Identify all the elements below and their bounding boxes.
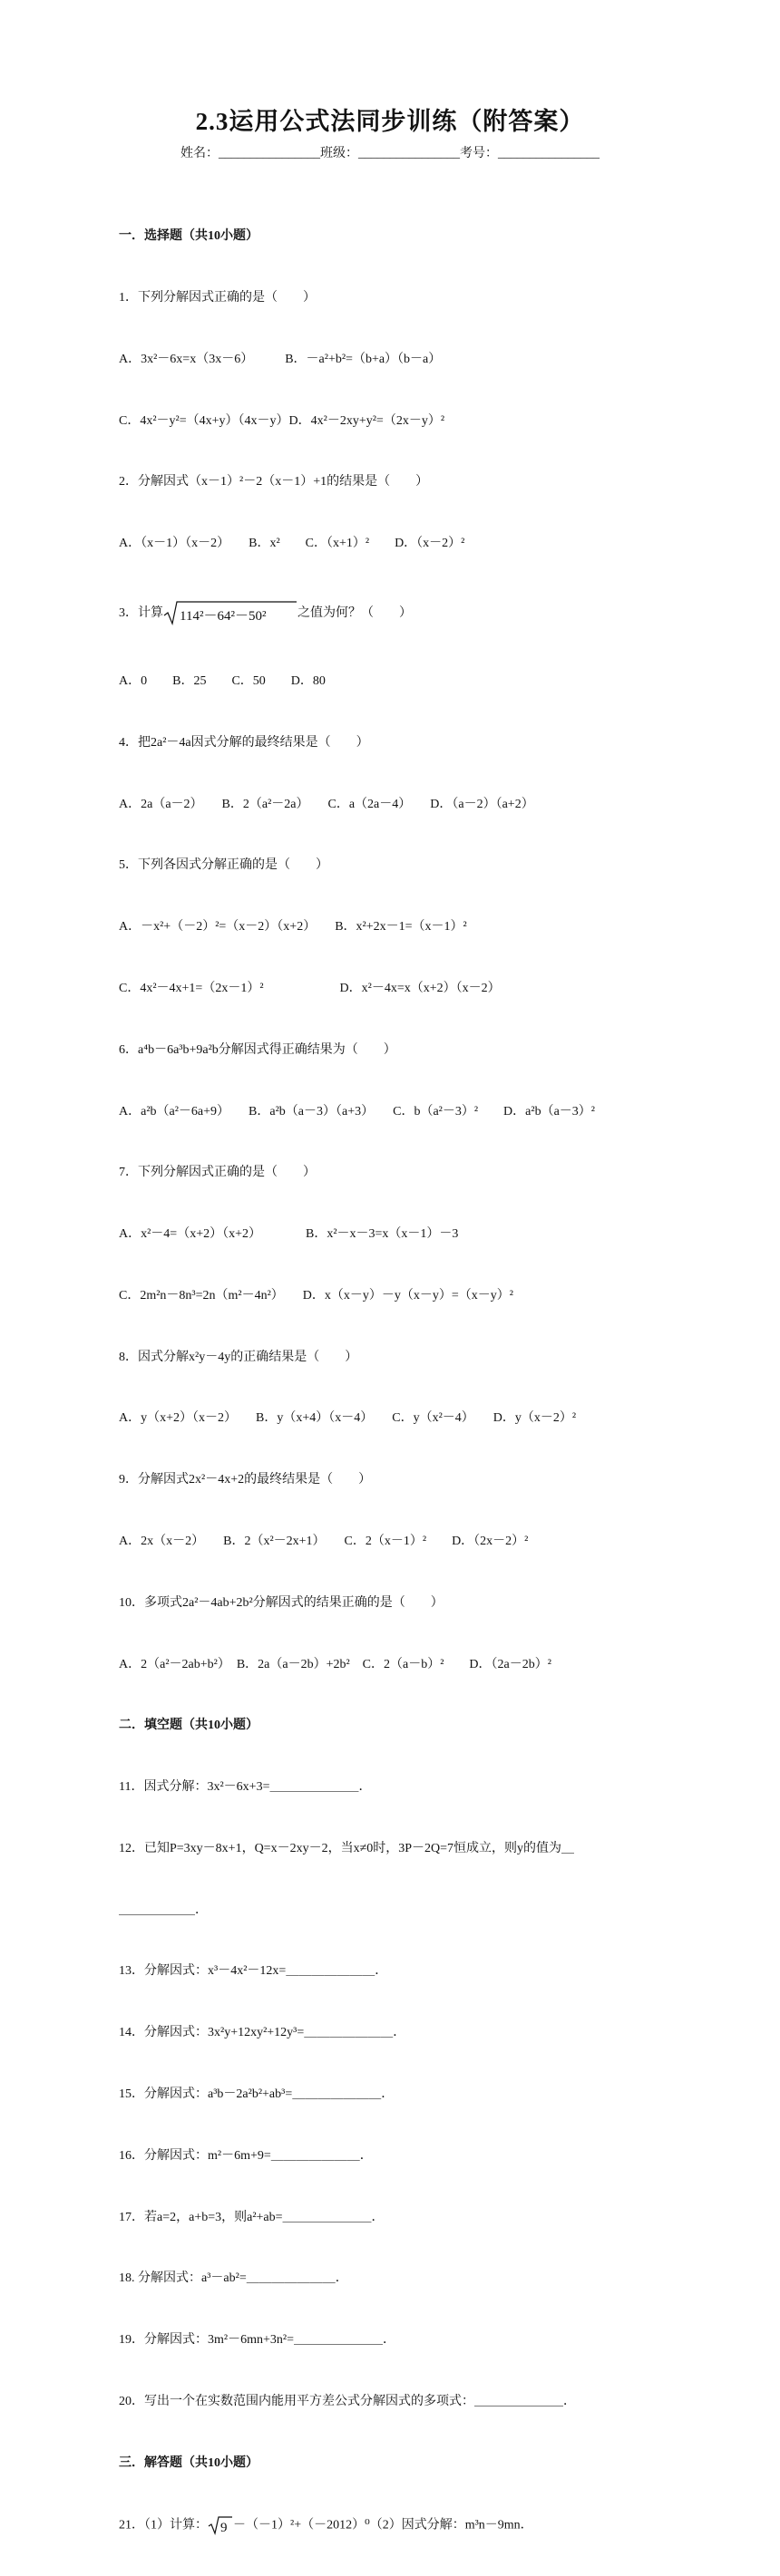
- question-list: [119, 186, 663, 2576]
- question-9-options: A．2x（x－2） B．2（x²－2x+1） C．2（x－1）² D．（2x－2）²: [119, 1535, 529, 1548]
- question-15: 15．分解因式：a³b－2a²b²+ab³=＿＿＿＿＿＿＿．: [119, 2087, 395, 2102]
- square-root-nine: [208, 2515, 233, 2536]
- question-9: 9．分解因式2x²－4x+2的最终结果是（ ）: [119, 1473, 372, 1487]
- question-10-options: A．2（a²－2ab+b²） B．2a（a－2b）+2b² C．2（a－b）² D．（2a－2b）²: [119, 1657, 551, 1671]
- question-14: 14．分解因式：3x²y+12xy²+12y³=＿＿＿＿＿＿＿．: [119, 2026, 406, 2040]
- question-13: 13．分解因式：x³－4x²－12x=＿＿＿＿＿＿＿．: [119, 1964, 388, 1979]
- section-heading-fill: 二．填空题（共10小题）: [119, 1719, 258, 1733]
- question-5-options-ab: A．－x²+（－2）²=（x－2）（x+2） B．x²+2x－1=（x－1）²: [119, 920, 467, 935]
- question-10: 10．多项式2a²－4ab+2b²分解因式的结果正确的是（ ）: [119, 1595, 444, 1610]
- question-1-options-cd: C．4x²－y²=（4x+y）（4x－y）D．4x²－2xy+y²=（2x－y）²: [119, 413, 445, 428]
- question-17: 17．若a=2，a+b=3，则a²+ab=＿＿＿＿＿＿＿．: [119, 2210, 385, 2224]
- question-7-options-cd: C．2m²n－8n³=2n（m²－4n²） D．x（x－y）－y（x－y）=（x－y）²: [119, 1288, 514, 1303]
- question-3-options: A．0 B．25 C．50 D．80: [119, 674, 326, 689]
- question-21-suffix: －（－1）²+（－2012）⁰（2）因式分解：m³n－9mn．: [233, 2518, 533, 2532]
- question-3-prefix: 3．计算: [119, 605, 163, 620]
- question-8: 8．因式分解x²y－4y的正确结果是（ ）: [119, 1350, 358, 1364]
- question-6: 6．a⁴b－6a³b+9a²b分解因式得正确结果为（ ）: [119, 1042, 396, 1057]
- page-title: 2.3运用公式法同步训练（附答案）: [195, 108, 585, 135]
- radicand-nine: 9: [220, 2520, 228, 2535]
- section-heading-choice: 一．选择题（共10小题）: [119, 229, 258, 244]
- question-12: 12．已知P=3xy－8x+1，Q=x－2xy－2，当x≠0时，3P－2Q=7恒成立，则y的值为＿: [119, 1841, 575, 1855]
- question-21: [119, 2515, 663, 2536]
- question-4-options: A．2a（a－2） B．2（a²－2a） C．a（2a－4） D．（a－2）（a+2）: [119, 797, 534, 811]
- section-heading-answer: 三．解答题（共10小题）: [119, 2455, 258, 2470]
- question-1: 1．下列分解因式正确的是（ ）: [119, 290, 316, 305]
- question-2: 2．分解因式（x－1）²－2（x－1）+1的结果是（ ）: [119, 475, 429, 489]
- question-16: 16．分解因式：m²－6m+9=＿＿＿＿＿＿＿．: [119, 2148, 373, 2163]
- question-5-options-cd: C．4x²－4x+1=（2x－1）² D．x²－4x=x（x+2）（x－2）: [119, 981, 501, 995]
- question-12-continued: ＿＿＿＿＿＿．: [119, 1903, 208, 1917]
- question-20: 20．写出一个在实数范围内能用平方差公式分解因式的多项式：＿＿＿＿＿＿＿．: [119, 2394, 576, 2408]
- question-3-suffix: 之值为何？（ ）: [297, 605, 412, 620]
- question-21-prefix: 21．（1）计算：: [119, 2518, 208, 2532]
- square-root-expression: [163, 596, 297, 631]
- student-info-line: 姓名：________________班级：________________考号：________________: [180, 147, 600, 160]
- question-11: 11．因式分解：3x²－6x+3=＿＿＿＿＿＿＿．: [119, 1780, 372, 1795]
- question-19: 19．分解因式：3m²－6mn+3n²=＿＿＿＿＿＿＿．: [119, 2333, 395, 2348]
- question-8-options: A．y（x+2）（x－2） B．y（x+4）（x－4） C．y（x²－4） D．y（x－2）²: [119, 1411, 577, 1426]
- question-1-options-ab: A．3x²－6x=x（3x－6） B．－a²+b²=（b+a）（b－a）: [119, 352, 442, 366]
- question-7: 7．下列分解因式正确的是（ ）: [119, 1166, 316, 1180]
- question-4: 4．把2a²－4a因式分解的最终结果是（ ）: [119, 735, 369, 750]
- question-18: 18. 分解因式：a³－ab²=＿＿＿＿＿＿＿．: [119, 2271, 348, 2286]
- question-5: 5．下列各因式分解正确的是（ ）: [119, 858, 328, 873]
- question-7-options-ab: A．x²－4=（x+2）（x+2） B．x²－x－3=x（x－1）－3: [119, 1227, 459, 1242]
- radicand-text: 114²－64²－50²: [180, 608, 267, 624]
- question-2-options: A．（x－1）（x－2） B．x² C．（x+1）² D．（x－2）²: [119, 537, 465, 551]
- question-3: [119, 596, 663, 631]
- question-6-options: A．a²b（a²－6a+9） B．a²b（a－3）（a+3） C．b（a²－3）² D．a²b（a－3）²: [119, 1104, 595, 1119]
